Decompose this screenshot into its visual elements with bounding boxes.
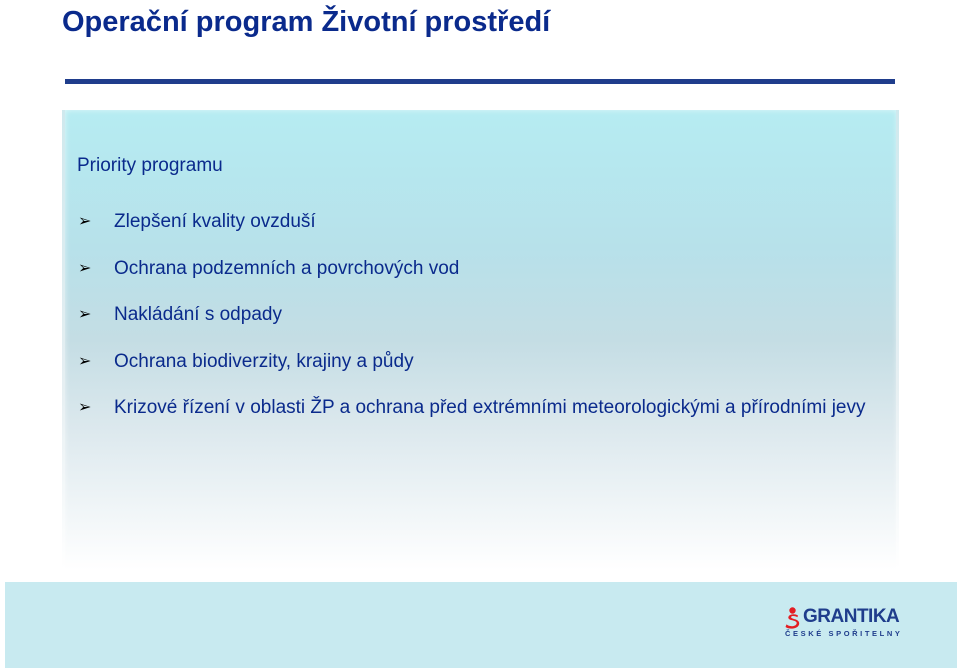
list-item <box>74 199 874 246</box>
list-item-label: Ochrana podzemních a povrchových vod <box>114 257 460 279</box>
panel-edge-right <box>896 110 899 570</box>
slide-title: Operační program Životní prostředí <box>62 6 551 38</box>
list-item-label: Krizové řízení v oblasti ŽP a ochrana před extrémními meteorologickými a přírodními jevy <box>114 397 866 418</box>
priority-list <box>74 199 874 432</box>
logo-name: GRANTIKA <box>803 606 900 627</box>
list-item-label: Nakládání s odpady <box>114 304 282 325</box>
list-item <box>74 292 874 339</box>
arrowhead-bullet-icon: ➢ <box>78 399 92 416</box>
list-item-label: Zlepšení kvality ovzduší <box>114 211 316 232</box>
list-item <box>74 339 874 386</box>
arrowhead-bullet-icon: ➢ <box>78 306 92 323</box>
panel-heading: Priority programu <box>77 155 223 176</box>
grantika-logo <box>784 605 903 641</box>
list-item <box>74 246 874 293</box>
arrowhead-bullet-icon: ➢ <box>78 259 92 277</box>
list-item-label: Ochrana biodiverzity, krajiny a půdy <box>114 350 414 372</box>
arrowhead-bullet-icon: ➢ <box>78 352 92 370</box>
ceska-sporitelna-s-icon <box>784 607 801 629</box>
list-item <box>74 385 874 432</box>
logo-subtitle: ČESKÉ SPOŘITELNY <box>785 629 903 638</box>
title-divider <box>65 79 895 84</box>
arrowhead-bullet-icon: ➢ <box>78 213 92 230</box>
